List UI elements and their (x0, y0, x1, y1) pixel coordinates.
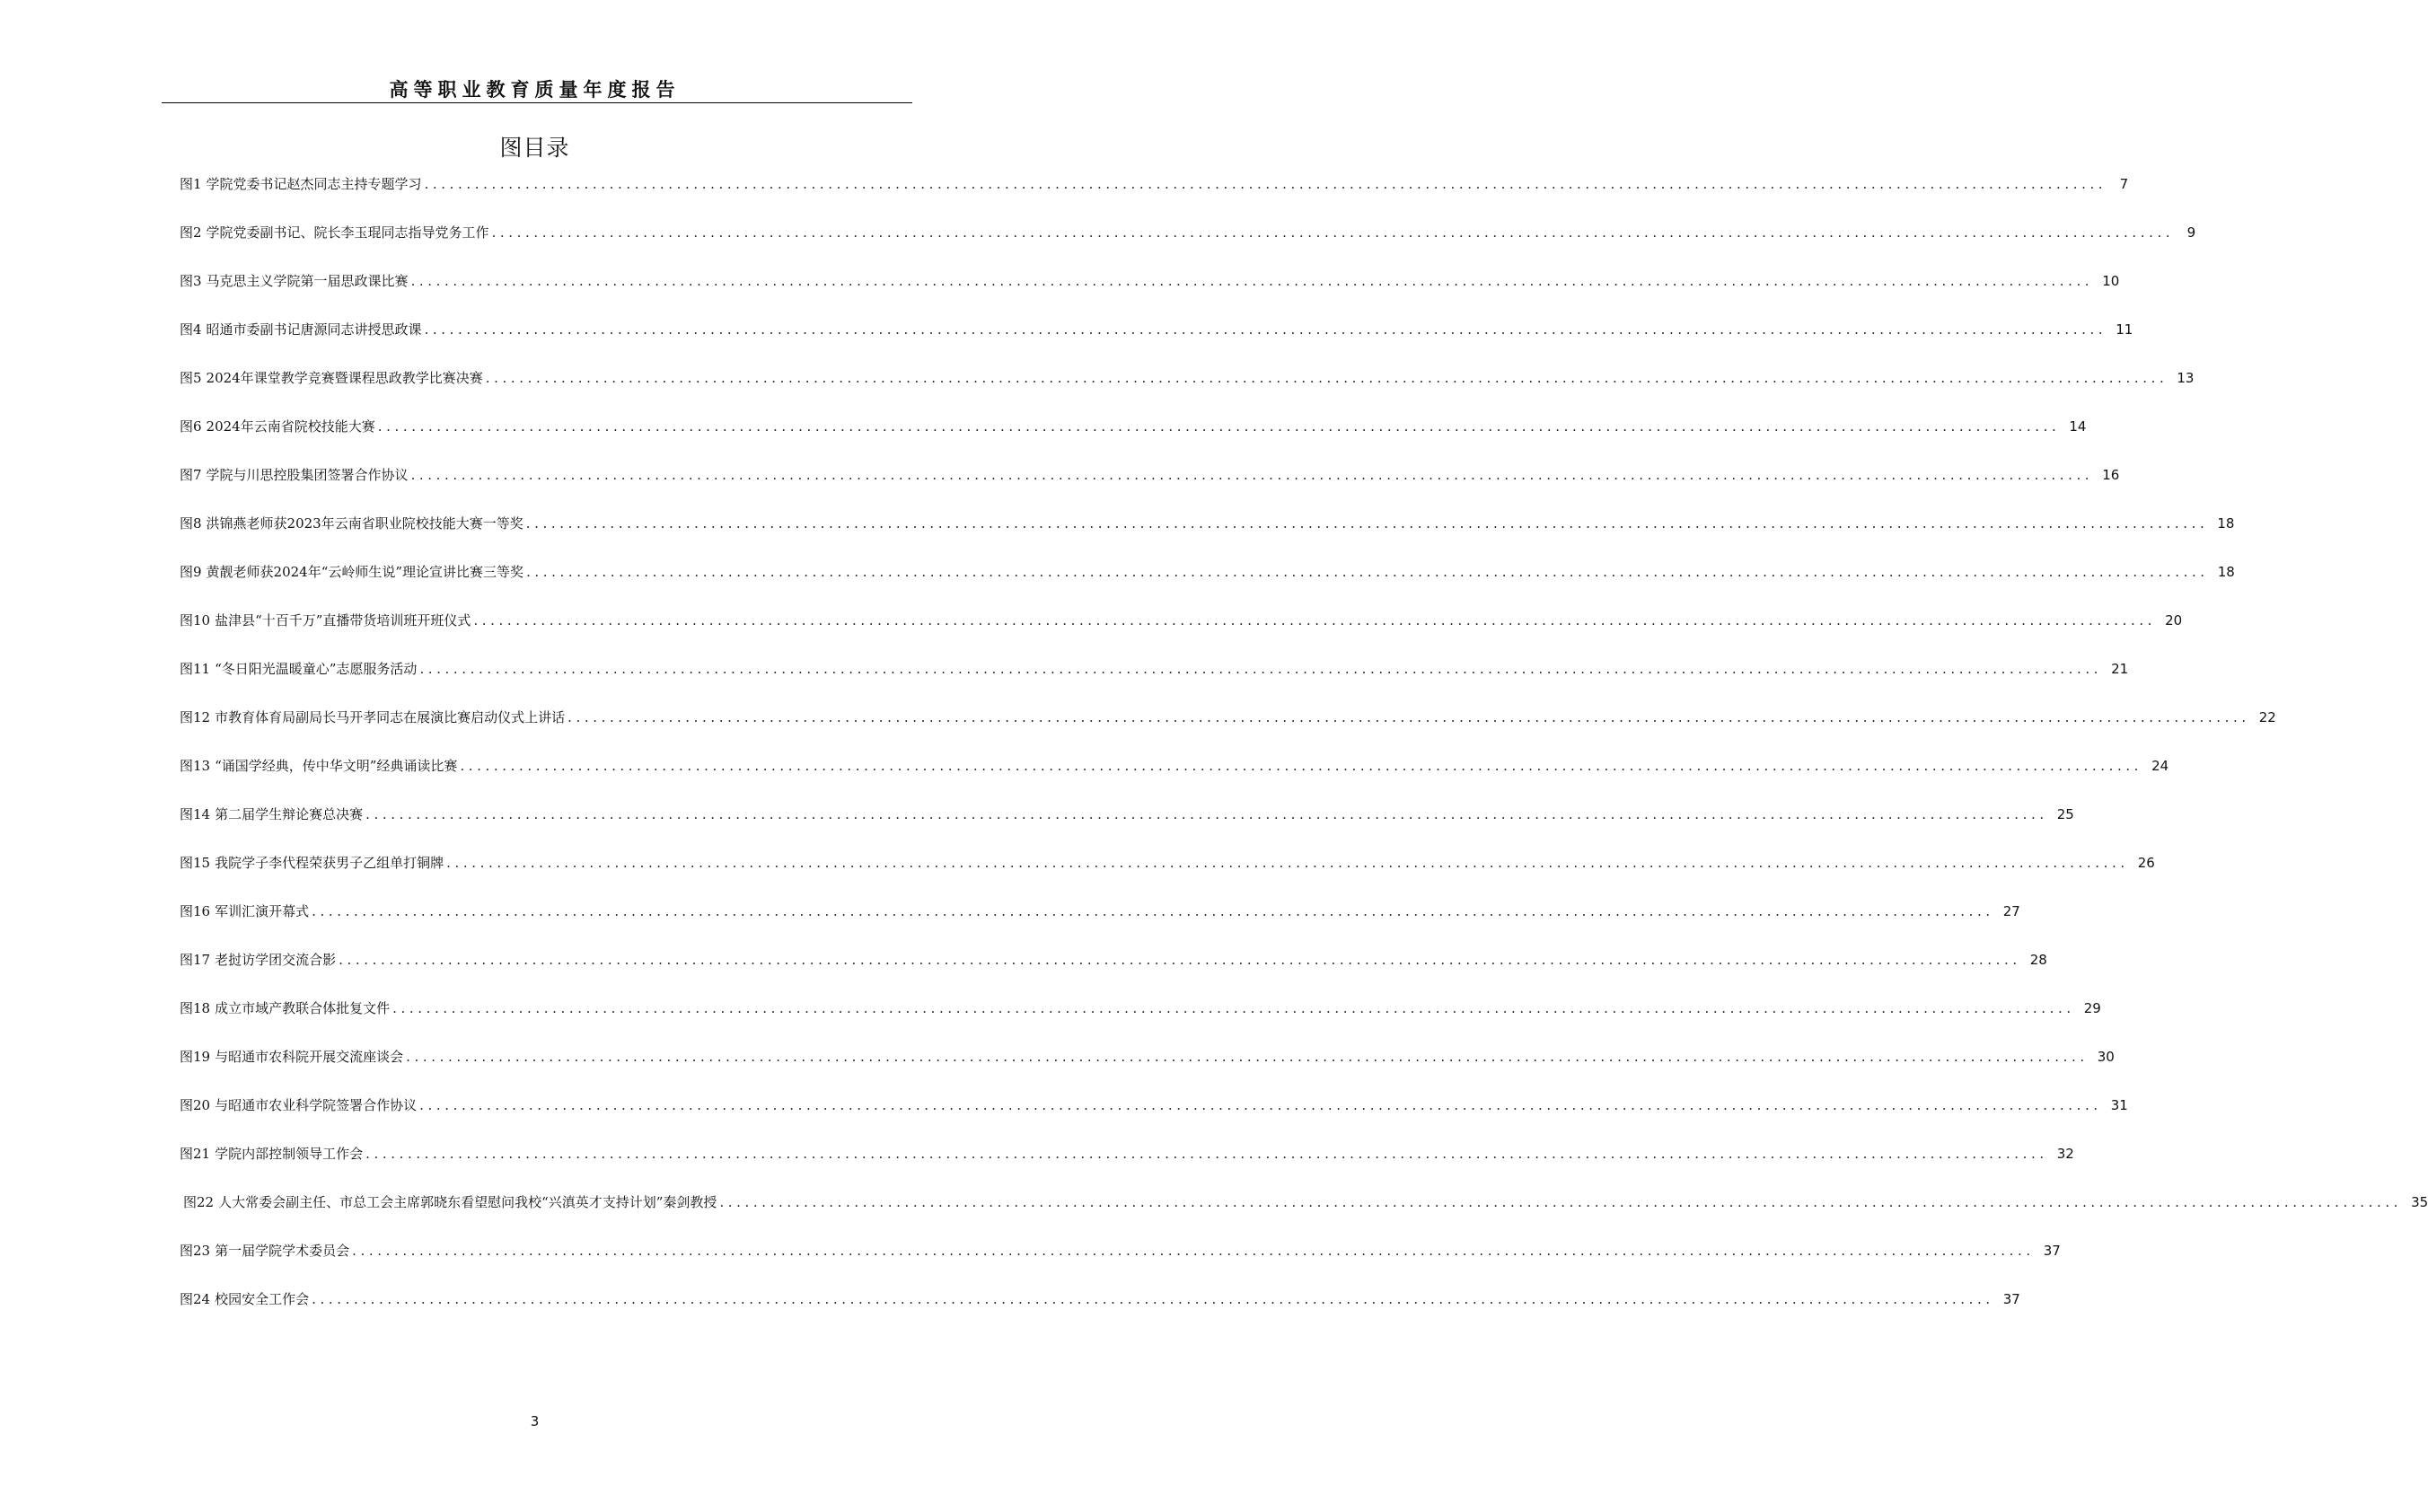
dot-leader: ........................................................................................................................................................................................................ (365, 1146, 2048, 1162)
toc-entry-prefix: 图17 (180, 952, 211, 968)
toc-entry-text: 学院内部控制领导工作会 (215, 1146, 364, 1162)
toc-entry[interactable] (180, 901, 2020, 950)
toc-entry-label (180, 1144, 363, 1164)
toc-entry[interactable] (180, 1241, 2061, 1289)
toc-entry-prefix: 图3 (180, 273, 202, 289)
toc-entry[interactable] (180, 368, 2195, 417)
toc-entry-page: 24 (2151, 758, 2169, 774)
toc-entry[interactable] (180, 998, 2101, 1047)
toc-entry-prefix: 图10 (180, 612, 211, 629)
dot-leader: ........................................................................................................................................................................................................ (460, 758, 2143, 774)
toc-entry-page: 37 (2002, 1291, 2020, 1307)
toc-entry[interactable] (180, 1192, 2428, 1241)
dot-leader: ........................................................................................................................................................................................................ (339, 952, 2021, 968)
toc-entry-page: 29 (2083, 1000, 2101, 1016)
dot-leader: ........................................................................................................................................................................................................ (424, 176, 2107, 192)
toc-entry-label (180, 1095, 417, 1115)
toc-entry-text: 洪锦燕老师获2023年云南省职业院校技能大赛一等奖 (206, 515, 523, 532)
toc-entry-prefix: 图24 (180, 1291, 211, 1307)
dot-leader: ........................................................................................................................................................................................................ (312, 903, 1994, 919)
toc-entry-text: 2024年课堂教学竞赛暨课程思政教学比赛决赛 (206, 370, 483, 386)
toc-entry-label (180, 659, 417, 679)
toc-entry-page: 27 (2002, 903, 2020, 919)
toc-entry-label (180, 271, 409, 291)
dot-leader: ........................................................................................................................................................................................................ (526, 564, 2209, 580)
toc-entry-page: 10 (2102, 273, 2120, 289)
header-divider (162, 102, 912, 103)
toc-entry-label (180, 514, 523, 533)
toc-entry[interactable] (180, 1095, 2128, 1144)
toc-entry-prefix: 图5 (180, 370, 202, 386)
toc-entry-page: 22 (2258, 709, 2276, 725)
toc-entry-page: 7 (2119, 176, 2129, 192)
toc-entry[interactable] (180, 417, 2087, 465)
toc-entry-prefix: 图16 (180, 903, 211, 919)
toc-entry-label (180, 368, 483, 388)
toc-entry-label (180, 853, 444, 873)
toc-entry-label (183, 1192, 717, 1212)
toc-entry-label (180, 611, 471, 630)
toc-entry[interactable] (180, 950, 2047, 998)
dot-leader: ........................................................................................................................................................................................................ (392, 1000, 2075, 1016)
dot-leader: ........................................................................................................................................................................................................ (419, 1097, 2102, 1113)
toc-entry-text: 与昭通市农业科学院签署合作协议 (215, 1097, 418, 1113)
toc-entry-page: 21 (2111, 661, 2129, 677)
toc-entry-label (180, 465, 409, 485)
toc-entry-page: 20 (2165, 612, 2183, 629)
toc-entry-label (180, 174, 422, 194)
toc-entry[interactable] (180, 223, 2196, 271)
toc-entry[interactable] (180, 320, 2133, 368)
toc-entry[interactable] (180, 1047, 2115, 1095)
toc-entry-label (180, 950, 336, 970)
toc-entry-page: 18 (2217, 515, 2235, 532)
toc-entry-label (180, 1289, 309, 1309)
toc-entry-prefix: 图11 (180, 661, 211, 677)
toc-entry-page: 28 (2029, 952, 2047, 968)
toc-entry[interactable] (180, 465, 2120, 514)
toc-entry-page: 30 (2097, 1049, 2115, 1065)
toc-entry-label (180, 804, 363, 824)
toc-entry-page: 9 (2186, 224, 2196, 241)
toc-entry-prefix: 图7 (180, 467, 202, 483)
toc-entry-text: 军训汇演开幕式 (215, 903, 310, 919)
toc-entry-prefix: 图6 (180, 418, 202, 435)
dot-leader: ........................................................................................................................................................................................................ (485, 370, 2168, 386)
dot-leader: ........................................................................................................................................................................................................ (446, 855, 2129, 871)
toc-title: 图目录 (499, 135, 570, 161)
toc-entry-prefix: 图13 (180, 758, 211, 774)
toc-entry-prefix: 图22 (183, 1194, 215, 1210)
toc-entry-page: 37 (2043, 1243, 2061, 1259)
toc-entry-text: 第二届学生辩论赛总决赛 (215, 806, 364, 822)
toc-entry[interactable] (180, 611, 2183, 659)
figure-toc-list (180, 174, 2428, 1338)
dot-leader: ........................................................................................................................................................................................................ (419, 661, 2103, 677)
toc-entry-prefix: 图8 (180, 515, 202, 532)
toc-entry[interactable] (180, 756, 2169, 804)
toc-entry-prefix: 图15 (180, 855, 211, 871)
toc-entry-prefix: 图12 (180, 709, 211, 725)
dot-leader: ........................................................................................................................................................................................................ (377, 418, 2061, 435)
toc-entry-text: 校园安全工作会 (215, 1291, 310, 1307)
dot-leader: ........................................................................................................................................................................................................ (491, 224, 2175, 241)
toc-entry-prefix: 图18 (180, 1000, 211, 1016)
toc-entry-text: 我院学子李代程荣获男子乙组单打铜牌 (215, 855, 444, 871)
toc-entry-label (180, 1047, 403, 1067)
toc-entry[interactable] (180, 1144, 2074, 1192)
toc-entry-text: 盐津县“十百千万”直播带货培训班开班仪式 (215, 612, 471, 629)
dot-leader: ........................................................................................................................................................................................................ (525, 515, 2209, 532)
toc-entry-text: 学院党委副书记、院长李玉琨同志指导党务工作 (206, 224, 489, 241)
toc-entry[interactable] (180, 853, 2155, 901)
toc-entry-prefix: 图21 (180, 1146, 211, 1162)
toc-entry[interactable] (180, 271, 2120, 320)
toc-entry[interactable] (180, 1289, 2020, 1338)
toc-entry-text: 马克思主义学院第一届思政课比赛 (206, 273, 409, 289)
toc-entry-page: 16 (2102, 467, 2120, 483)
toc-entry-label (180, 1241, 349, 1261)
dot-leader: ........................................................................................................................................................................................................ (473, 612, 2157, 629)
dot-leader: ........................................................................................................................................................................................................ (312, 1291, 1994, 1307)
toc-entry-prefix: 图4 (180, 321, 202, 338)
toc-entry-text: 与昭通市农科院开展交流座谈会 (215, 1049, 404, 1065)
toc-entry-text: 市教育体育局副局长马开孝同志在展演比赛启动仪式上讲话 (215, 709, 566, 725)
toc-entry-page: 14 (2069, 418, 2087, 435)
toc-entry-text: 学院与川思控股集团签署合作协议 (206, 467, 409, 483)
toc-entry-page: 31 (2110, 1097, 2128, 1113)
toc-entry-label (180, 998, 390, 1018)
toc-entry-prefix: 图2 (180, 224, 202, 241)
toc-entry[interactable] (180, 514, 2235, 562)
dot-leader: ........................................................................................................................................................................................................ (410, 273, 2094, 289)
dot-leader: ........................................................................................................................................................................................................ (410, 467, 2094, 483)
toc-entry-page: 11 (2116, 321, 2133, 338)
toc-entry[interactable] (180, 562, 2235, 611)
toc-entry-text: “诵国学经典，传中华文明”经典诵读比赛 (215, 758, 458, 774)
toc-entry-label (180, 562, 523, 582)
toc-entry-text: 黄靓老师获2024年“云岭师生说”理论宣讲比赛三等奖 (206, 564, 524, 580)
toc-entry-text: 昭通市委副书记唐源同志讲授思政课 (206, 321, 422, 338)
page-number: 3 (530, 1413, 540, 1429)
toc-entry-label (180, 708, 565, 727)
toc-entry-text: 人大常委会副主任、市总工会主席郭晓东看望慰问我校“兴滇英才支持计划”秦剑教授 (218, 1194, 717, 1210)
toc-entry-text: 第一届学院学术委员会 (215, 1243, 350, 1259)
dot-leader: ........................................................................................................................................................................................................ (719, 1194, 2403, 1210)
toc-entry-page: 18 (2217, 564, 2235, 580)
toc-entry-page: 13 (2177, 370, 2195, 386)
toc-entry-page: 26 (2137, 855, 2155, 871)
toc-entry[interactable] (180, 174, 2129, 223)
dot-leader: ........................................................................................................................................................................................................ (365, 806, 2048, 822)
toc-entry-text: 2024年云南省院校技能大赛 (206, 418, 375, 435)
toc-entry-prefix: 图9 (180, 564, 202, 580)
toc-entry-text: “冬日阳光温暖童心”志愿服务活动 (215, 661, 418, 677)
toc-entry[interactable] (180, 659, 2129, 708)
toc-entry[interactable] (180, 804, 2074, 853)
toc-entry[interactable] (180, 708, 2276, 756)
dot-leader: ........................................................................................................................................................................................................ (567, 709, 2250, 725)
toc-entry-text: 老挝访学团交流合影 (215, 952, 337, 968)
toc-entry-page: 25 (2056, 806, 2074, 822)
toc-entry-prefix: 图23 (180, 1243, 211, 1259)
toc-entry-page: 32 (2056, 1146, 2074, 1162)
report-header-title: 高等职业教育质量年度报告 (389, 79, 681, 101)
toc-entry-prefix: 图1 (180, 176, 202, 192)
toc-entry-text: 成立市域产教联合体批复文件 (215, 1000, 391, 1016)
toc-entry-label (180, 756, 457, 776)
toc-entry-text: 学院党委书记赵杰同志主持专题学习 (206, 176, 422, 192)
toc-entry-label (180, 320, 422, 339)
toc-entry-label (180, 417, 375, 436)
toc-entry-page: 35 (2411, 1194, 2428, 1210)
toc-entry-prefix: 图20 (180, 1097, 211, 1113)
toc-entry-prefix: 图19 (180, 1049, 211, 1065)
dot-leader: ........................................................................................................................................................................................................ (424, 321, 2107, 338)
toc-entry-prefix: 图14 (180, 806, 211, 822)
dot-leader: ........................................................................................................................................................................................................ (352, 1243, 2035, 1259)
toc-entry-label (180, 901, 309, 921)
dot-leader: ........................................................................................................................................................................................................ (406, 1049, 2089, 1065)
toc-entry-label (180, 223, 489, 242)
